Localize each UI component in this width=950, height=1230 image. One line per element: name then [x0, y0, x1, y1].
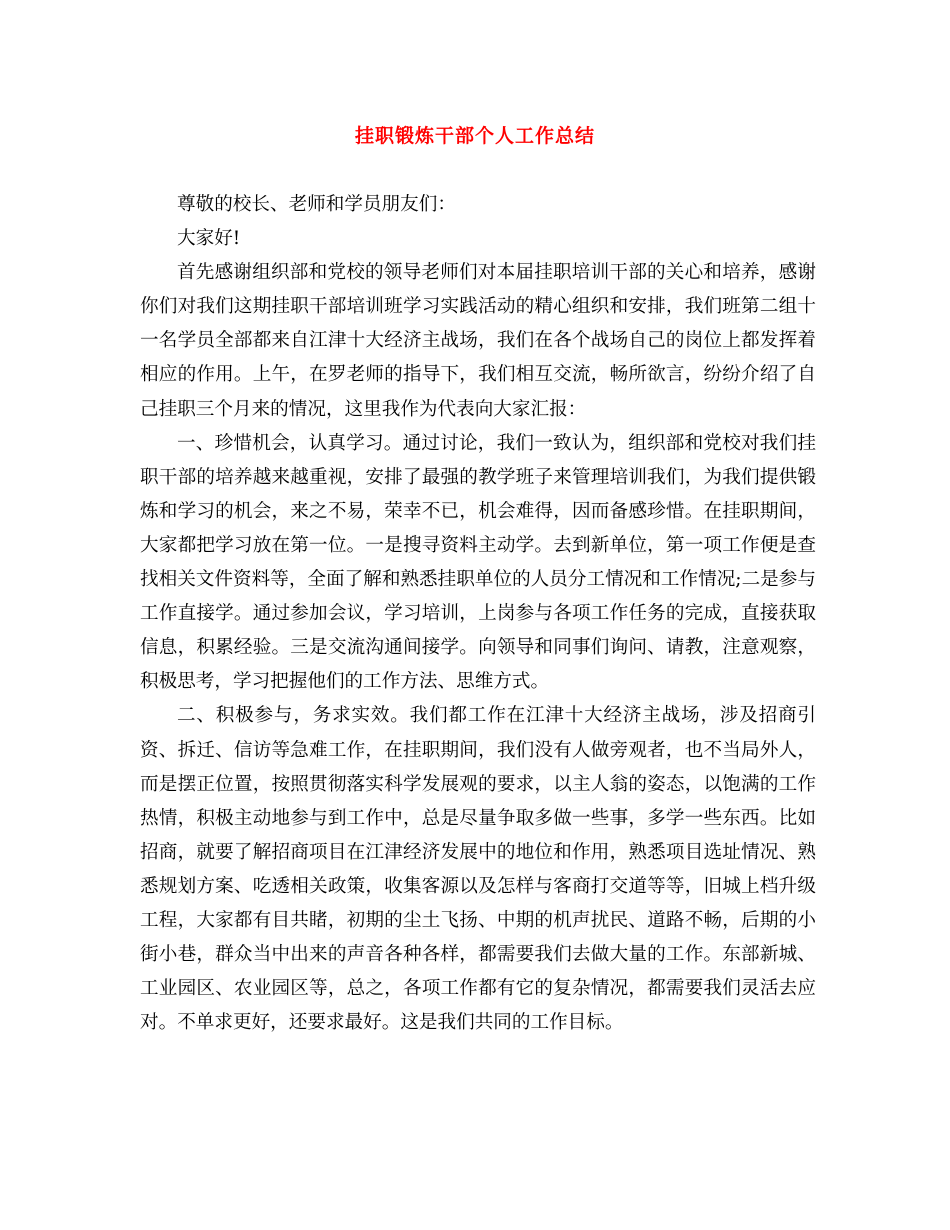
- salutation-paragraph: 尊敬的校长、老师和学员朋友们：: [177, 194, 456, 215]
- section-one-paragraph: 一、珍惜机会，认真学习。通过讨论，我们一致认为，组织部和党校对我们挂职干部的培养越来越重视，安排了最强的教学班子来管理培训我们，为我们提供锻炼和学习的机会，来之不易，荣幸不已，机会难得，因而备感珍惜。在挂职期间，大家都把学习放在第一位。一是搜寻资料主动学。去到新单位，第一项工作便是查找相关文件资料等，全面了解和熟悉挂职单位的人员分工情况和工作情况;二是参与工作直接学。通过参加会议，学习培训，上岗参与各项工作任务的完成，直接获取信息，积累经验。三是交流沟通间接学。向领导和同事们询问、请教，注意观察，积极思考，学习把握他们的工作方法、思维方式。: [140, 432, 816, 693]
- section-two-paragraph: 二、积极参与，务求实效。我们都工作在江津十大经济主战场，涉及招商引资、拆迁、信访等急难工作，在挂职期间，我们没有人做旁观者，也不当局外人，而是摆正位置，按照贯彻落实科学发展观的要求，以主人翁的姿态，以饱满的工作热情，积极主动地参与到工作中，总是尽量争取多做一些事，多学一些东西。比如招商，就要了解招商项目在江津经济发展中的地位和作用，熟悉项目选址情况、熟悉规划方案、吃透相关政策，收集客源以及怎样与客商打交道等等，旧城上档升级工程，大家都有目共睹，初期的尘土飞扬、中期的机声扰民、道路不畅，后期的小街小巷，群众当中出来的声音各种各样，都需要我们去做大量的工作。东部新城、工业园区、农业园区等，总之，各项工作都有它的复杂情况，都需要我们灵活去应对。不单求更好，还要求最好。这是我们共同的工作目标。: [140, 705, 816, 1034]
- intro-paragraph: 首先感谢组织部和党校的领导老师们对本届挂职培训干部的关心和培养，感谢你们对我们这期挂职干部培训班学习实践活动的精心组织和安排，我们班第二组十一名学员全部都来自江津十大经济主战场，我们在各个战场自己的岗位上都发挥着相应的作用。上午，在罗老师的指导下，我们相互交流，畅所欲言，纷纷介绍了自己挂职三个月来的情况，这里我作为代表向大家汇报：: [140, 262, 816, 420]
- document-title: 挂职锻炼干部个人工作总结: [354, 125, 595, 147]
- greeting-paragraph: 大家好!: [177, 228, 241, 250]
- document-body: [140, 188, 816, 1040]
